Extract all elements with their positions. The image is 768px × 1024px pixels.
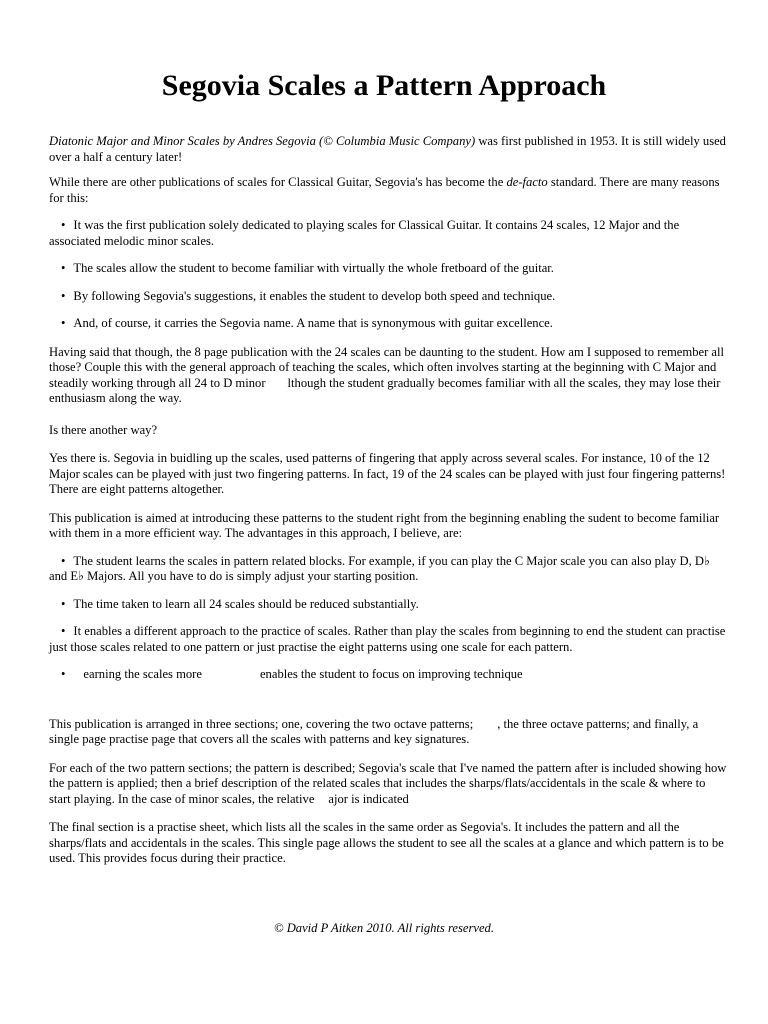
reason-bullet-text: The scales allow the student to become familiar with virtually the whole fretboard of the guitar. [73, 261, 554, 275]
last-bullet-part-1: earning the scales more [83, 667, 202, 681]
bullet-glyph: • [61, 218, 66, 232]
final-paragraph: The final section is a practise sheet, which lists all the scales in the same order as Segovia's. It includes the pattern and all the sharps/flats and accidentals in the scales. This single page allows the student to see all the scales at a glance and which pattern is to be used. This provides focus during their practice. [49, 820, 724, 865]
intro-paragraph [49, 134, 729, 165]
advantage-bullet-4 [49, 667, 729, 683]
arranged-paragraph [49, 717, 729, 748]
reason-bullet-1 [49, 218, 729, 249]
reason-bullet-text: And, of course, it carries the Segovia name. A name that is synonymous with guitar excellence. [73, 316, 553, 330]
each-section-text-2: ajor is indicated [328, 791, 409, 806]
reason-bullet-4 [49, 316, 729, 332]
book-title-citation: Diatonic Major and Minor Scales by Andres Segovia (© Columbia Music Company) [49, 134, 476, 148]
reasons-text-after: standard. There are many reasons for this: [49, 175, 720, 205]
bullet-glyph: • [61, 261, 66, 275]
document-body [49, 134, 729, 867]
having-said-paragraph [49, 345, 729, 407]
reason-bullet-text: By following Segovia's suggestions, it enables the student to develop both speed and technique. [73, 288, 556, 303]
advantage-bullet-2 [49, 597, 729, 613]
advantage-bullet-text: It enables a different approach to the practice of scales. Rather than play the scales from beginning to end the student can practise just those scales related to one pattern or just practise the eight patterns using one scale for each pattern. [49, 624, 726, 654]
reason-bullet-2 [49, 261, 729, 277]
bullet-glyph: • [61, 553, 66, 568]
having-said-text: Having said that though, the 8 page publication with the 24 scales can be daunting to the student. How am I supposed to remember all those? Couple this with the general approach of teaching the scales, which often involves starting at the beginning with C Major and steadily working through all 24 to D minor [49, 344, 725, 390]
question-paragraph: Is there another way? [49, 422, 158, 437]
aim-paragraph: This publication is aimed at introducing these patterns to the student right from the beginning enabling the sudent to become familiar with them in a more efficient way. The advantages in this approach, I believe, are: [49, 510, 720, 540]
bullet-glyph: • [61, 596, 66, 611]
advantage-bullet-3 [49, 624, 729, 655]
reasons-text-before: While there are other publications of scales for Classical Guitar, Segovia's has become the [49, 175, 507, 189]
page-title: Segovia Scales a Pattern Approach [161, 69, 607, 102]
advantage-bullet-text: The student learns the scales in pattern related blocks. For example, if you can play the C Major scale you can also play D, D♭ and E♭ Majors. All you have to do is simply adjust your starting position. [49, 553, 710, 583]
reason-bullet-text: It was the first publication solely dedicated to playing scales for Classical Guitar. It contains 24 scales, 12 Major and the associated melodic minor scales. [49, 218, 680, 248]
reason-bullet-3 [49, 289, 729, 305]
reasons-paragraph [49, 175, 729, 206]
each-section-paragraph [49, 761, 729, 808]
copyright-footer: © David P Aitken 2010. All rights reserved. [273, 921, 495, 935]
bullet-glyph: • [61, 316, 66, 330]
last-bullet-part-2: enables the student to focus on improving technique [259, 667, 523, 681]
each-section-text-1: For each of the two pattern sections; the pattern is described; Segovia's scale that I've named the pattern after is included showing how the pattern is applied; then a brief description of the related scales that includes the sharps/flats/accidentals in the scale & where to start playing. In the case of minor scales, the relative [49, 760, 727, 806]
answer-paragraph: Yes there is. Segovia in buidling up the scales, used patterns of fingering that apply across several scales. For instance, 10 of the 12 Major scales can be played with just two fingering patterns. In fact, 19 of the 24 scales can be played with just four fingering patterns! There are eight patterns altogether. [49, 451, 726, 496]
bullet-glyph: • [61, 624, 66, 638]
advantage-bullet-text: The time taken to learn all 24 scales should be reduced substantially. [73, 596, 419, 611]
bullet-glyph: • [61, 667, 66, 681]
advantage-bullet-1 [49, 554, 729, 585]
intro-text: was first published in 1953. It is still widely used over a half a century later! [49, 134, 726, 164]
having-said-text-2: lthough the student gradually becomes familiar with all the scales, they may lose their enthusiasm along the way. [49, 375, 721, 405]
arranged-text-1: This publication is arranged in three sections; one, covering the two octave patterns; [49, 716, 474, 731]
de-facto-term: de-facto [506, 175, 548, 189]
arranged-text-2: , the three octave patterns; and finally, a single page practise page that covers all the scales with patterns and key signatures. [49, 716, 699, 746]
bullet-glyph: • [61, 288, 66, 303]
